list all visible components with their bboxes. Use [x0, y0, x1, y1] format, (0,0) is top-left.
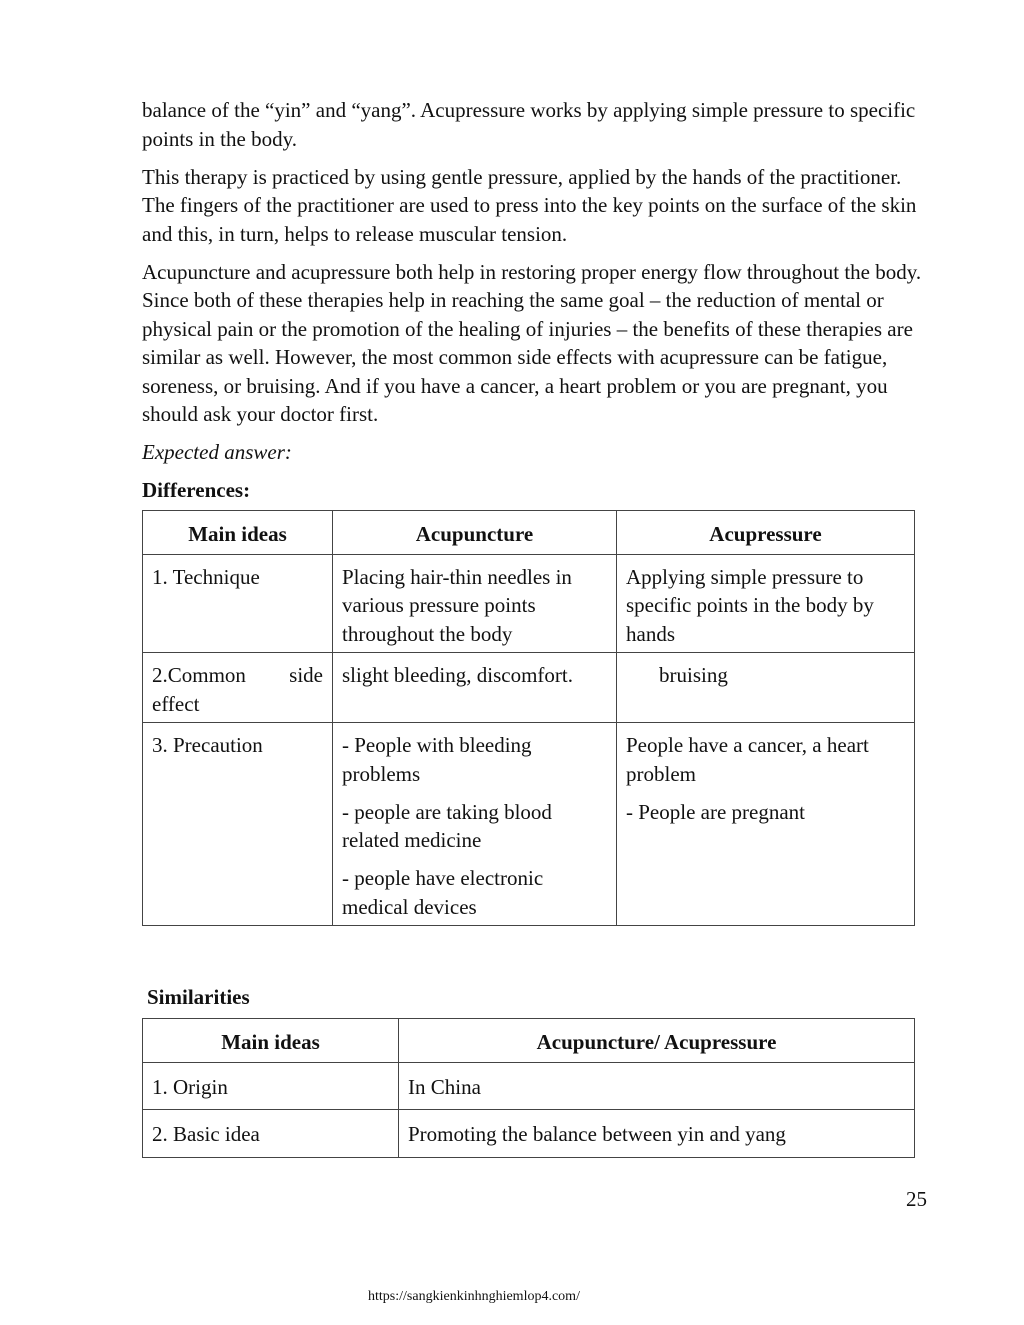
paragraph-2: This therapy is practiced by using gentle pressure, applied by the hands of the practitioner. The fingers of the practitioner are used to press into the key points on the surface of the skin and this, in turn, helps to release muscular tension.	[142, 164, 917, 246]
expected-answer-label: Expected answer:	[142, 440, 292, 464]
label-part: 2.Common	[152, 663, 246, 687]
row-label-origin: 1. Origin	[143, 1062, 399, 1110]
cell-text: - People are pregnant	[626, 799, 806, 824]
basic-idea-value: Promoting the balance between yin and yang	[399, 1110, 915, 1158]
label-part: side	[289, 663, 323, 687]
acupuncture-cell	[333, 723, 617, 926]
column-header-acupuncture: Acupuncture	[333, 511, 617, 555]
acupuncture-cell	[333, 653, 617, 723]
row-label-common-side-effect	[143, 653, 333, 723]
origin-value: In China	[399, 1062, 915, 1110]
acupressure-cell	[617, 653, 915, 723]
footer-url: https://sangkienkinhnghiemlop4.com/	[368, 1289, 580, 1304]
table-row	[143, 1062, 915, 1110]
column-header-main-ideas: Main ideas	[143, 1019, 399, 1063]
page-number: 25	[906, 1187, 927, 1211]
column-header-acupuncture-acupressure: Acupuncture/ Acupressure	[399, 1019, 915, 1063]
similarities-heading: Similarities	[147, 985, 250, 1009]
column-header-main-ideas: Main ideas	[143, 511, 333, 555]
paragraph-1: balance of the “yin” and “yang”. Acupressure works by applying simple pressure to specific points in the body.	[142, 98, 916, 151]
table-row	[143, 653, 915, 723]
table-row	[143, 723, 915, 926]
row-label-precaution: 3. Precaution	[143, 723, 333, 926]
paragraph-3: Acupuncture and acupressure both help in restoring proper energy flow throughout the body. Since both of these therapies help in reaching the same goal – the reduction of mental or physical pain or the promotion of the healing of injuries – the benefits of these therapies are similar as well. However, the most common side effects with acupressure can be fatigue, soreness, or bruising. And if you have a cancer, a heart problem or you are pregnant, you should ask your doctor first.	[142, 259, 922, 426]
cell-text: bruising	[659, 663, 728, 687]
similarities-table	[142, 1018, 915, 1158]
table-header-row	[143, 511, 915, 555]
acupuncture-cell	[333, 554, 617, 653]
row-label-basic-idea: 2. Basic idea	[143, 1110, 399, 1158]
differences-table	[142, 510, 915, 926]
differences-heading: Differences:	[142, 478, 251, 502]
cell-text: - people have electronic medical devices	[342, 866, 544, 919]
cell-text: Applying simple pressure to specific points in the body by hands	[626, 564, 874, 646]
body-text	[142, 96, 932, 505]
table-row	[143, 1110, 915, 1158]
row-label-technique: 1. Technique	[143, 554, 333, 653]
cell-text: Placing hair-thin needles in various pressure points throughout the body	[342, 564, 572, 646]
cell-text: People have a cancer, a heart problem	[626, 733, 869, 786]
cell-text: - people are taking blood related medicine	[342, 799, 552, 852]
cell-text: slight bleeding, discomfort.	[342, 663, 573, 687]
table-row	[143, 554, 915, 653]
cell-text: - People with bleeding problems	[342, 733, 532, 786]
acupressure-cell	[617, 554, 915, 653]
table-header-row	[143, 1019, 915, 1063]
label-part: effect	[152, 691, 200, 716]
acupressure-cell	[617, 723, 915, 926]
column-header-acupressure: Acupressure	[617, 511, 915, 555]
